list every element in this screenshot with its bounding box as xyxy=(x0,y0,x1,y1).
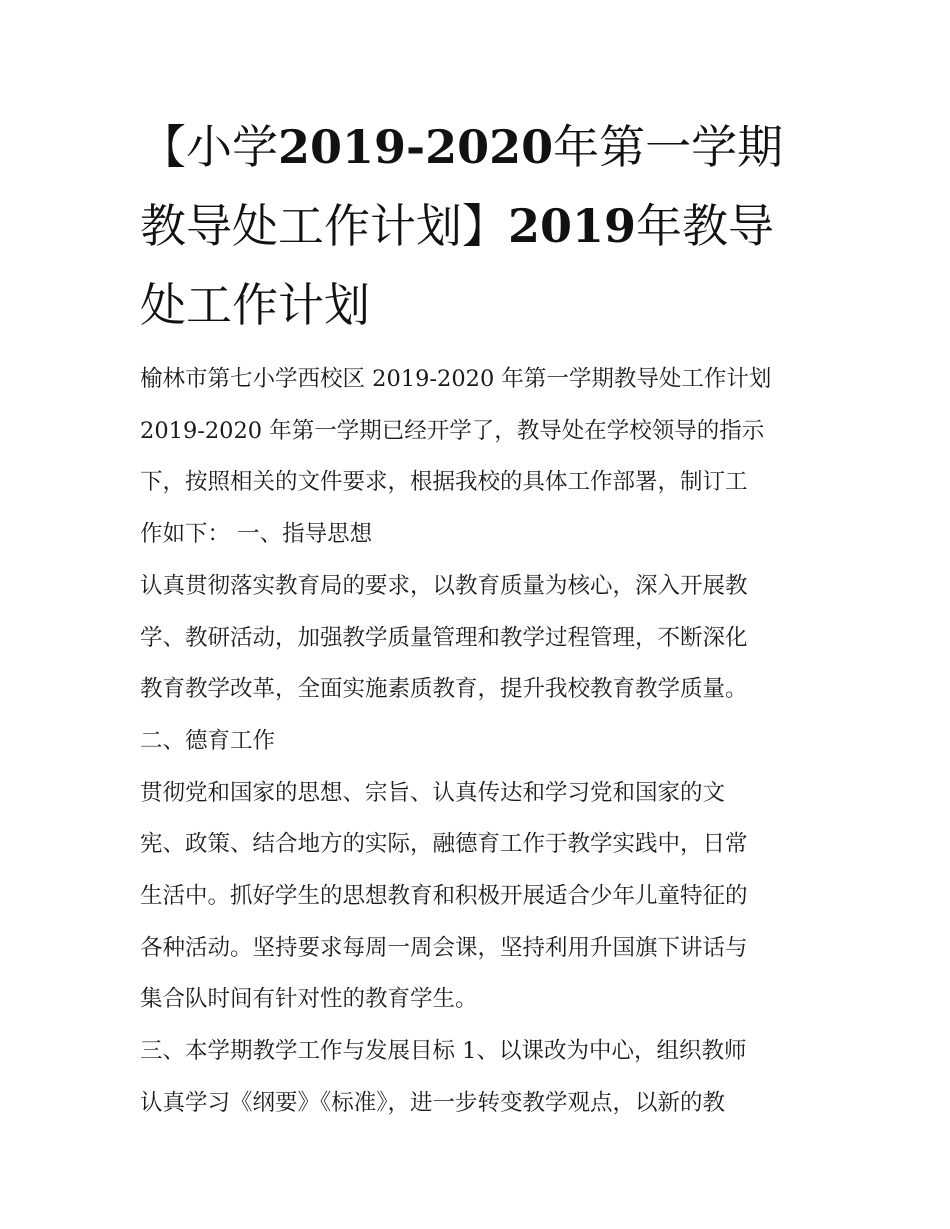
paragraph-guiding-ideas xyxy=(140,561,820,716)
text-line: 各种活动。坚持要求每周一周会课，坚持利用升国旗下讲话与 xyxy=(140,934,748,961)
section-heading-moral-education xyxy=(140,716,820,768)
paragraph-teaching-goals xyxy=(140,1026,820,1129)
text-line: 榆林市第七小学西校区 2019-2020 年第一学期教导处工作计划 xyxy=(140,366,772,392)
text-line: 宪、政策、结合地方的实际，融德育工作于教学实践中，日常 xyxy=(140,831,748,858)
paragraph-intro xyxy=(140,354,820,561)
text-line: 作如下： 一、指导思想 xyxy=(140,521,373,548)
text-line: 集合队时间有针对性的教育学生。 xyxy=(140,986,478,1013)
text-line: 2019-2020 年第一学期已经开学了，教导处在学校领导的指示 xyxy=(140,417,765,444)
paragraph-moral-education xyxy=(140,768,820,1027)
text-line: 教育教学改革，全面实施素质教育，提升我校教育教学质量。 xyxy=(140,676,748,703)
title-part: 年第一学期教导处工作计划】 xyxy=(140,120,784,253)
text-line: 贯彻党和国家的思想、宗旨、认真传达和学习党和国家的文 xyxy=(140,779,726,806)
text-line: 生活中。抓好学生的思想教育和积极开展适合少年儿童特征的 xyxy=(140,883,748,910)
text-line: 二、德育工作 xyxy=(140,727,276,754)
text-line: 认真学习《纲要》《标准》，进一步转变教学观点，以新的教 xyxy=(140,1089,726,1116)
text-line: 下，按照相关的文件要求，根据我校的具体工作部署，制订工 xyxy=(140,469,748,496)
title-year-range: 2019-2020 xyxy=(278,120,554,174)
document-title xyxy=(140,108,820,345)
document-body xyxy=(140,354,820,1130)
title-year: 2019 xyxy=(508,199,637,253)
text-line: 认真贯彻落实教育局的要求，以教育质量为核心，深入开展教 xyxy=(140,572,748,599)
title-part: 【小学 xyxy=(140,120,278,174)
title-part: 年教导处工作计划 xyxy=(140,199,775,332)
text-line: 三、本学期教学工作与发展目标 1、以课改为中心，组织教师 xyxy=(140,1038,747,1065)
text-line: 学、教研活动，加强教学质量管理和教学过程管理，不断深化 xyxy=(140,624,748,651)
